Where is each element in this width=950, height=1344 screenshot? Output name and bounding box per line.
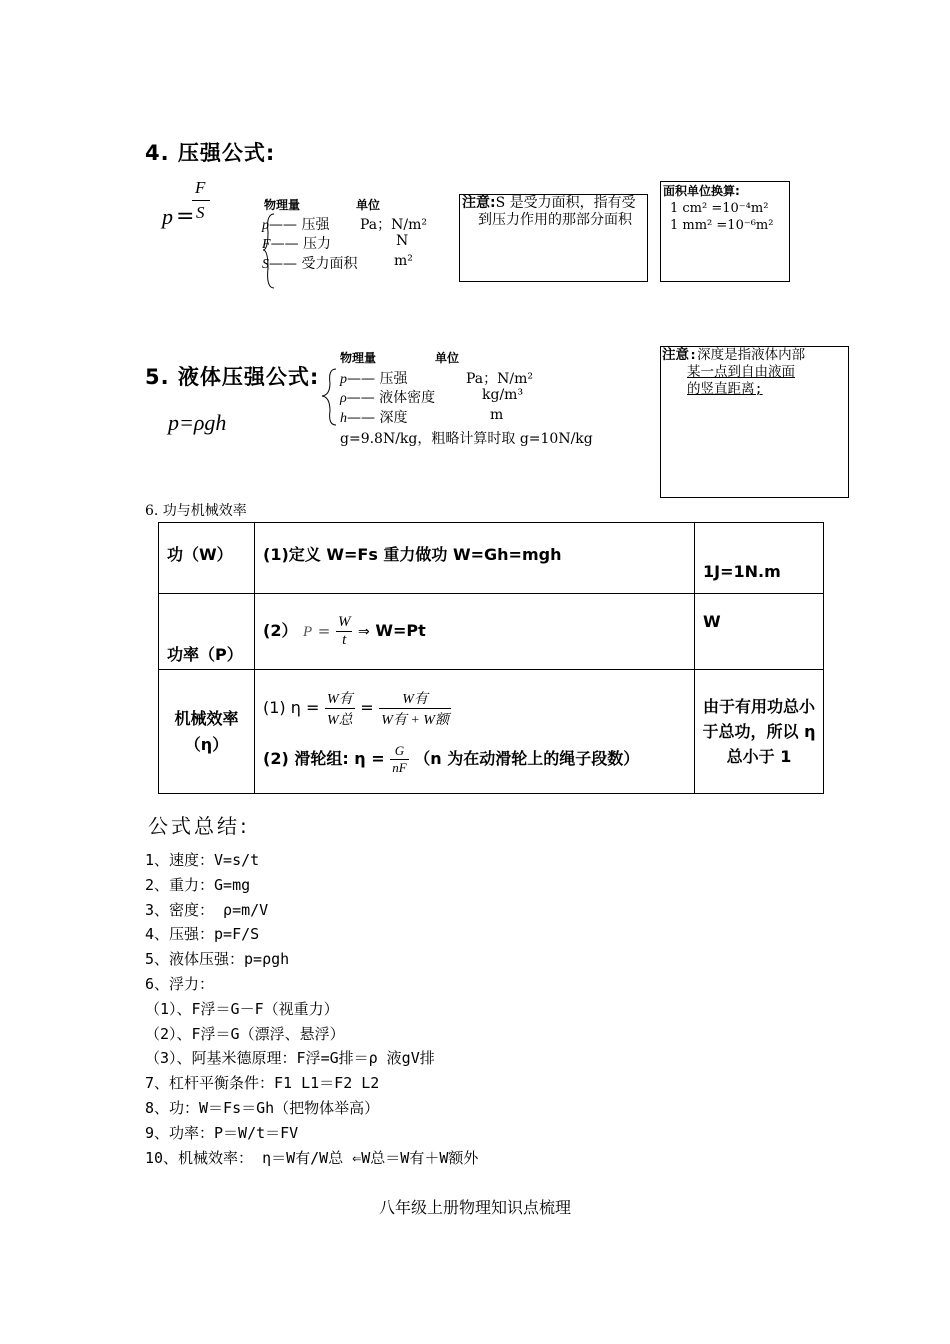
- efficiency-formula-2: (2) 滑轮组: η = $\frac{G}{nF}$ （n 为在动滑轮上的绳子段数）: [263, 742, 640, 775]
- legend-row: F—— 压力: [262, 236, 332, 252]
- liquid-pressure-formula: p=ρgh: [168, 410, 227, 435]
- efficiency-label: 机械效率 （η）: [159, 670, 255, 794]
- note-box-area: [459, 194, 648, 282]
- list-item: 2、重力：G=mg: [145, 875, 251, 894]
- area-line-2: 1 mm² =10⁻⁶m²: [670, 218, 774, 233]
- area-line-1: 1 cm² =10⁻⁴m²: [670, 201, 769, 216]
- table-row: [159, 594, 824, 670]
- list-item: （2）、F浮＝G（漂浮、悬浮）: [145, 1024, 345, 1043]
- formula-summary-list: [145, 848, 478, 1170]
- formula-numerator: F: [195, 178, 206, 197]
- note-label: 注意:: [662, 347, 698, 363]
- legend-unit: Pa；N/m²: [360, 217, 427, 233]
- list-item: （3）、阿基米德原理：F浮=G排＝ρ 液gV排: [145, 1049, 435, 1068]
- efficiency-formula-1: (1) η = $\frac{\text{W有}}{\text{W总}}$ = $\frac{\text{W有}}{\text{W有 + W额}}$: [263, 688, 693, 729]
- list-item: 1、速度：V=s/t: [145, 851, 260, 869]
- watt-unit: W: [695, 594, 824, 670]
- note-box-depth: [660, 346, 849, 498]
- section-5-title: 5. 液体压强公式:: [145, 365, 320, 389]
- pressure-legend: [262, 196, 462, 296]
- list-item: （1）、F浮＝G－F（视重力）: [145, 999, 339, 1018]
- formula-eq: =: [176, 204, 195, 229]
- note-text: S 是受力面积，指有受到压力作用的那部分面积: [478, 195, 636, 228]
- legend-head-unit: 单位: [435, 351, 460, 365]
- legend-row: h—— 深度: [340, 410, 408, 426]
- list-item: 5、液体压强：p=ρgh: [145, 950, 290, 969]
- footer: 八年级上册物理知识点梳理: [378, 1198, 571, 1217]
- legend-unit: m²: [394, 253, 413, 269]
- note-line-3: 的竖直距离;: [687, 381, 763, 397]
- list-item: 6、浮力：: [145, 974, 215, 993]
- legend-row: S—— 受力面积: [262, 256, 358, 272]
- list-item: 7、杠杆平衡条件：F1 L1＝F2 L2: [145, 1074, 380, 1093]
- section-4-title: 4. 压强公式:: [145, 141, 276, 165]
- legend-unit: N: [396, 233, 409, 249]
- summary-title: 公式总结:: [148, 814, 250, 838]
- legend-unit: Pa；N/m²: [466, 371, 533, 387]
- formula-denominator: S: [196, 203, 205, 222]
- note-line-1: 深度是指液体内部: [697, 347, 806, 363]
- note-label: 注意:: [462, 195, 496, 211]
- legend-unit: kg/m³: [482, 387, 524, 403]
- list-item: 9、功率：P＝W/t＝FV: [145, 1123, 299, 1142]
- formula-p: p: [162, 204, 173, 229]
- gravity-constant-line: g=9.8N/kg，粗略计算时取 g=10N/kg: [340, 431, 593, 447]
- legend-head-qty: 物理量: [264, 198, 301, 212]
- legend-head-qty: 物理量: [340, 351, 377, 365]
- power-formula: (2） P = $\frac{W}{t}$ ⇒ W=Pt: [255, 594, 695, 670]
- efficiency-formulas: [255, 670, 695, 794]
- list-item: 4、压强：p=F/S: [145, 925, 260, 944]
- legend-unit: m: [490, 407, 504, 423]
- table-row: [159, 670, 824, 794]
- power-label: 功率（P）: [159, 594, 255, 670]
- table-row: [159, 523, 824, 594]
- efficiency-note: 由于有用功总小于总功，所以 η 总小于 1: [695, 670, 824, 794]
- fraction-bar: [192, 200, 210, 201]
- liquid-legend: [318, 349, 638, 449]
- work-definition: (1)定义 W=Fs 重力做功 W=Gh=mgh: [255, 523, 695, 594]
- section-6-title: 6. 功与机械效率: [145, 503, 247, 519]
- legend-row: p—— 压强: [262, 217, 330, 233]
- work-label: 功（W）: [159, 523, 255, 594]
- joule-definition: 1J=1N.m: [695, 523, 824, 594]
- legend-row: p—— 压强: [340, 371, 408, 387]
- legend-row: ρ—— 液体密度: [340, 390, 436, 406]
- legend-head-unit: 单位: [356, 198, 381, 212]
- list-item: 3、密度： ρ=m/V: [145, 900, 269, 919]
- note-line-2: 某一点到自由液面: [687, 364, 795, 380]
- area-title: 面积单位换算:: [663, 184, 740, 198]
- area-conversion-box: [660, 181, 790, 282]
- work-efficiency-table: [158, 522, 824, 794]
- list-item: 10、机械效率： η＝W有/W总 ⇐W总＝W有＋W额外: [145, 1148, 479, 1167]
- brace-icon: [318, 367, 340, 427]
- list-item: 8、功：W＝Fs＝Gh（把物体举高）: [145, 1098, 380, 1117]
